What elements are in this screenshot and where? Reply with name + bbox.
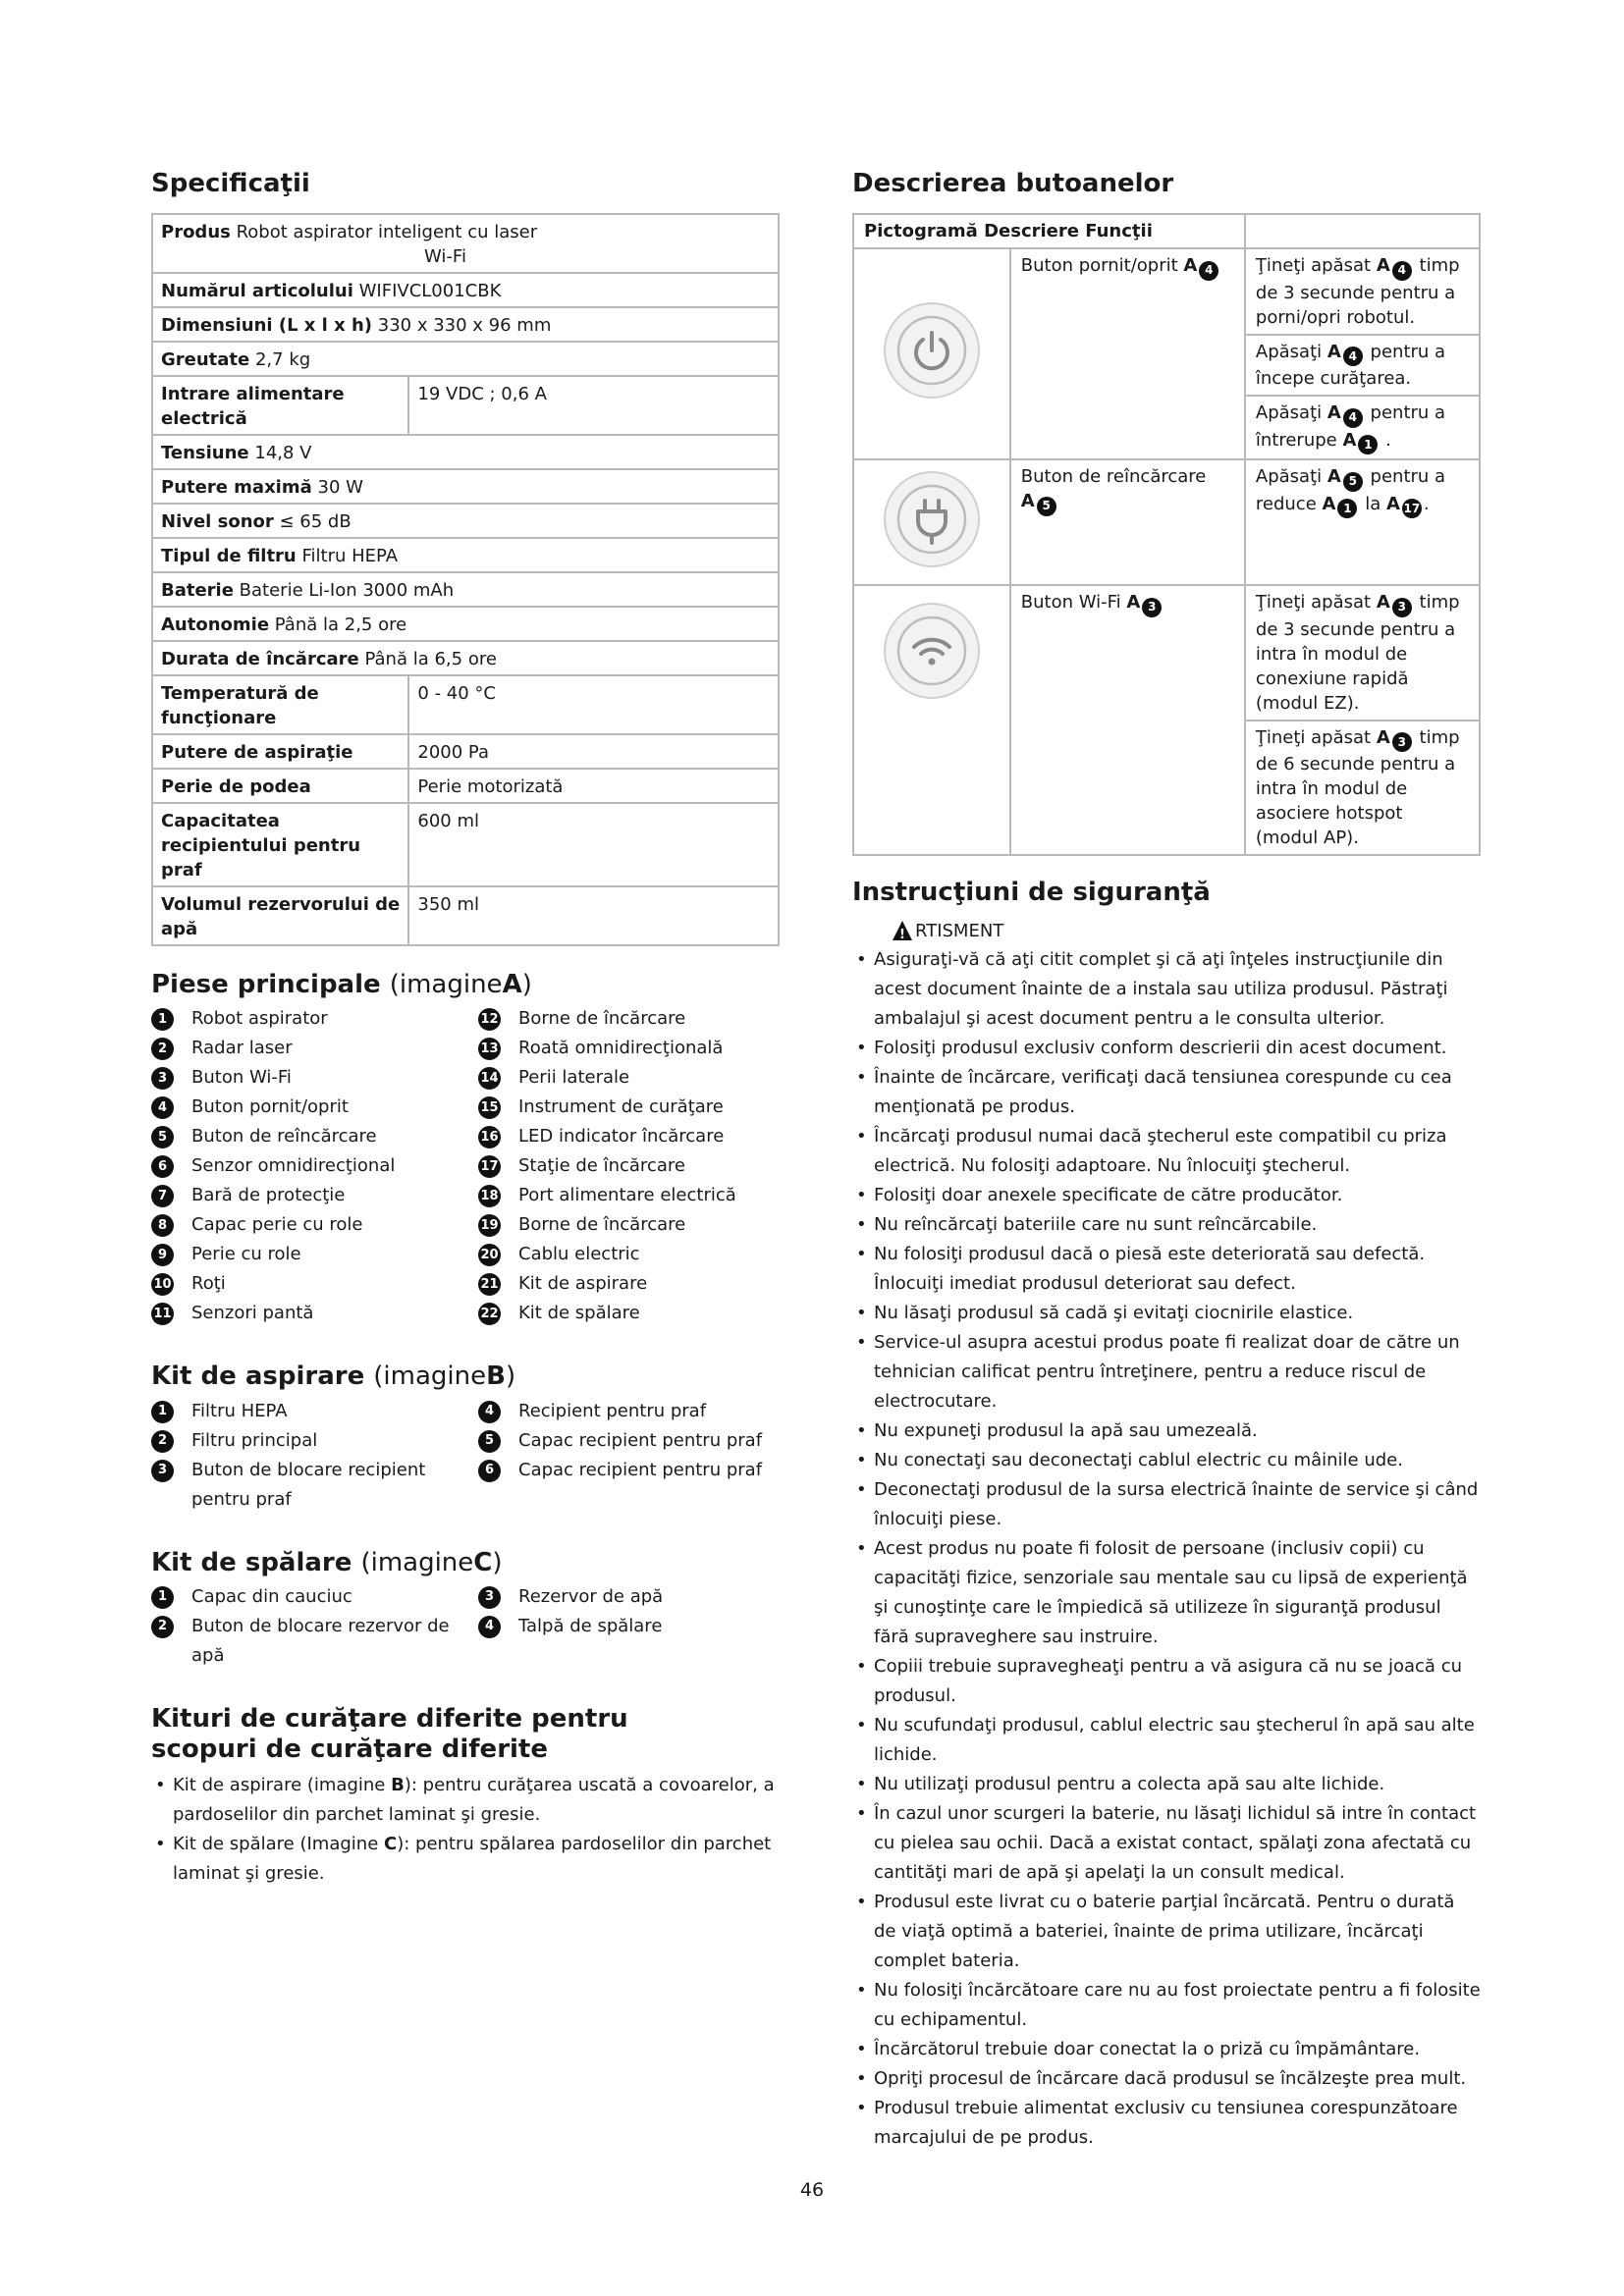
spec-merged-cell bbox=[152, 504, 779, 538]
spec-value: 2,7 kg bbox=[254, 349, 311, 371]
item-label: Perii laterale bbox=[518, 1067, 630, 1089]
safety-list-item: • În cazul unor scurgeri la baterie, nu lăsaţi lichidul să intre în contact cu pielea sau ochii. Dacă a existat contact, spălaţi zona afectată cu cantităţi mari de apă şi apelaţi la un consult medical. bbox=[852, 1799, 1481, 1888]
wash-kit-list bbox=[151, 1582, 785, 1671]
spec-row bbox=[152, 572, 779, 607]
vacuum-kit-title: Kit de aspirare (imagineB) bbox=[151, 1362, 516, 1392]
spec-label-cell bbox=[152, 803, 408, 886]
list-item bbox=[151, 1456, 478, 1515]
plug-icon-cell bbox=[853, 459, 1010, 585]
spec-merged-cell bbox=[152, 538, 779, 572]
item-number-badge: 8 bbox=[151, 1214, 174, 1237]
item-label: Borne de încărcare bbox=[518, 1214, 686, 1236]
spec-merged-cell bbox=[152, 572, 779, 607]
item-number-badge: 6 bbox=[478, 1460, 501, 1482]
item-label: Cablu electric bbox=[518, 1244, 640, 1265]
left-column bbox=[151, 169, 785, 1889]
spec-value: 350 ml bbox=[417, 894, 480, 916]
spec-label: Dimensiuni (L x l x h) bbox=[161, 315, 373, 337]
spec-merged-cell bbox=[152, 214, 779, 273]
item-label: Perie cu role bbox=[191, 1244, 301, 1265]
buttons-table bbox=[852, 213, 1481, 856]
item-label: Filtru principal bbox=[191, 1429, 318, 1451]
spec-label: Tensiune bbox=[161, 443, 249, 464]
safety-list-item: • Asiguraţi-vă că aţi citit complet şi că aţi înţeles instrucţiunile din acest document înainte de a instala sau utiliza produsul. Păstraţi ambalajul şi acest document pentru a le consulta ulterior. bbox=[852, 945, 1481, 1034]
item-label: Buton de blocare recipient pentru praf bbox=[191, 1459, 426, 1510]
item-label: Robot aspirator bbox=[191, 1008, 328, 1030]
warning-label: ! RTISMENT bbox=[892, 920, 1481, 941]
item-number-badge: 3 bbox=[151, 1460, 174, 1482]
item-label: Radar laser bbox=[191, 1038, 293, 1059]
spec-value: Robot aspirator inteligent cu laser bbox=[236, 222, 538, 243]
wash-kit-section bbox=[151, 1548, 785, 1671]
spec-merged-cell bbox=[152, 607, 779, 641]
right-column bbox=[852, 169, 1481, 2153]
spec-row bbox=[152, 641, 779, 675]
list-item bbox=[478, 1426, 792, 1456]
spec-value: Până la 6,5 ore bbox=[364, 649, 497, 670]
list-item bbox=[151, 1612, 478, 1671]
kits-section bbox=[151, 1704, 785, 1889]
power-icon bbox=[881, 299, 983, 401]
spec-value: ≤ 65 dB bbox=[279, 511, 352, 533]
recharge-button-description: Buton de reîncărcare A 5 bbox=[1010, 459, 1245, 585]
spec-row bbox=[152, 342, 779, 376]
spec-row bbox=[152, 734, 779, 769]
safety-list-item: • Nu expuneţi produsul la apă sau umezeală. bbox=[852, 1416, 1481, 1446]
item-number-badge: 3 bbox=[478, 1586, 501, 1609]
item-label: Port alimentare electrică bbox=[518, 1185, 736, 1206]
safety-list-item: • Produsul este livrat cu o baterie parţial încărcată. Pentru o durată de viaţă optimă a bateriei, înainte de prima utilizare, încărcaţi complet bateria. bbox=[852, 1888, 1481, 1976]
item-number-badge: 10 bbox=[151, 1273, 174, 1296]
spec-value: 600 ml bbox=[417, 811, 480, 832]
spec-label-cell bbox=[152, 734, 408, 769]
list-item bbox=[478, 1210, 792, 1240]
spec-value-cell bbox=[408, 803, 779, 886]
item-number-badge: 21 bbox=[478, 1273, 501, 1296]
list-item bbox=[478, 1299, 792, 1328]
item-label: Roată omnidirecţională bbox=[518, 1038, 724, 1059]
spec-row bbox=[152, 307, 779, 342]
spec-label-cell bbox=[152, 675, 408, 734]
list-item bbox=[151, 1240, 478, 1269]
spec-label: Tipul de filtru bbox=[161, 546, 297, 567]
spec-value: Baterie Li-Ion 3000 mAh bbox=[239, 580, 455, 602]
safety-list-item: • Produsul trebuie alimentat exclusiv cu tensiunea corespunzătoare marcajului de pe produs. bbox=[852, 2094, 1481, 2153]
specs-table bbox=[151, 213, 780, 946]
kits-list-item: • Kit de spălare (Imagine C): pentru spălarea pardoselilor din parchet laminat şi gresie. bbox=[151, 1830, 785, 1889]
list-item bbox=[151, 1151, 478, 1181]
list-item bbox=[151, 1181, 478, 1210]
item-label: Instrument de curăţare bbox=[518, 1096, 724, 1118]
safety-list-item: • Nu conectaţi sau deconectaţi cablul electric cu mâinile ude. bbox=[852, 1446, 1481, 1475]
spec-row bbox=[152, 504, 779, 538]
spec-row bbox=[152, 214, 779, 273]
safety-section bbox=[852, 878, 1481, 2153]
wifi-function-2: Ţineţi apăsat A 3 timp de 6 secunde pentru a intra în modul de asociere hotspot (modul AP). bbox=[1245, 721, 1480, 856]
item-number-badge: 17 bbox=[478, 1155, 501, 1178]
item-label: Senzori pantă bbox=[191, 1303, 314, 1324]
spec-label: Putere maximă bbox=[161, 477, 312, 499]
item-number-badge: 6 bbox=[151, 1155, 174, 1178]
spec-value: 19 VDC ; 0,6 A bbox=[417, 384, 547, 405]
item-number-badge: 4 bbox=[478, 1616, 501, 1638]
item-label: Talpă de spălare bbox=[518, 1615, 663, 1636]
item-label: Borne de încărcare bbox=[518, 1008, 686, 1030]
spec-value: Perie motorizată bbox=[417, 776, 564, 798]
kits-title: Kituri de curăţare diferite pentru scopuri de curăţare diferite bbox=[151, 1703, 628, 1764]
spec-row bbox=[152, 886, 779, 945]
spec-row bbox=[152, 469, 779, 504]
spec-value-cell bbox=[408, 376, 779, 435]
spec-label: Produs bbox=[161, 222, 231, 243]
main-parts-title: Piese principale (imagineA) bbox=[151, 970, 532, 1000]
spec-label-cell bbox=[152, 376, 408, 435]
item-number-badge: 5 bbox=[478, 1430, 501, 1453]
item-number-badge: 20 bbox=[478, 1244, 501, 1266]
item-label: Buton pornit/oprit bbox=[191, 1096, 349, 1118]
list-item bbox=[478, 1093, 792, 1122]
safety-list-item: • Nu utilizaţi produsul pentru a colecta apă sau alte lichide. bbox=[852, 1770, 1481, 1799]
item-number-badge: 13 bbox=[478, 1038, 501, 1060]
list-item bbox=[151, 1582, 478, 1612]
spec-value-cell bbox=[408, 886, 779, 945]
safety-list-item: • Folosiţi produsul exclusiv conform descrierii din acest document. bbox=[852, 1034, 1481, 1063]
spec-row bbox=[152, 607, 779, 641]
safety-list bbox=[852, 945, 1481, 2153]
wifi-icon bbox=[881, 600, 983, 702]
spec-label: Putere de aspiraţie bbox=[161, 742, 353, 764]
spec-label: Perie de podea bbox=[161, 776, 311, 798]
list-item bbox=[151, 1269, 478, 1299]
main-parts-list bbox=[151, 1004, 785, 1328]
item-label: Buton de reîncărcare bbox=[191, 1126, 377, 1148]
item-label: Capac perie cu role bbox=[191, 1214, 363, 1236]
list-item bbox=[151, 1397, 478, 1426]
wifi-icon-cell bbox=[853, 585, 1010, 855]
safety-list-item: • Înainte de încărcare, verificaţi dacă tensiunea corespunde cu cea menţionată pe produs. bbox=[852, 1063, 1481, 1122]
spec-value: Până la 2,5 ore bbox=[274, 614, 407, 636]
item-number-badge: 7 bbox=[151, 1185, 174, 1207]
spec-label: Temperatură de funcţionare bbox=[161, 683, 319, 729]
list-item bbox=[478, 1456, 792, 1485]
spec-merged-cell bbox=[152, 435, 779, 469]
list-item bbox=[478, 1181, 792, 1210]
item-number-badge: 18 bbox=[478, 1185, 501, 1207]
recharge-function: Apăsaţi A 5 pentru a reduce A 1 la A 17 . bbox=[1245, 459, 1480, 585]
warning-triangle-icon bbox=[892, 920, 913, 941]
kits-list bbox=[151, 1771, 785, 1889]
svg-text:!: ! bbox=[899, 928, 905, 942]
list-item bbox=[478, 1063, 792, 1093]
spec-value: Filtru HEPA bbox=[301, 546, 399, 567]
item-number-badge: 9 bbox=[151, 1244, 174, 1266]
spec-row bbox=[152, 769, 779, 803]
list-item bbox=[151, 1122, 478, 1151]
list-item bbox=[478, 1612, 792, 1641]
list-item bbox=[151, 1210, 478, 1240]
spec-label: Durata de încărcare bbox=[161, 649, 359, 670]
item-label: Kit de aspirare bbox=[518, 1273, 648, 1295]
item-number-badge: 1 bbox=[151, 1401, 174, 1423]
safety-list-item: • Încărcătorul trebuie doar conectat la o priză cu împământare. bbox=[852, 2035, 1481, 2064]
list-item bbox=[478, 1122, 792, 1151]
safety-list-item: • Service-ul asupra acestui produs poate fi realizat doar de către un tehnician calificat pentru întreţinere, pentru a reduce riscul de electrocutare. bbox=[852, 1328, 1481, 1416]
kits-list-item: • Kit de aspirare (imagine B): pentru curăţarea uscată a covoarelor, a pardoselilor din parchet laminat şi gresie. bbox=[151, 1771, 785, 1830]
spec-value: 14,8 V bbox=[254, 443, 312, 464]
list-item bbox=[478, 1397, 792, 1426]
item-number-badge: 12 bbox=[478, 1008, 501, 1031]
item-label: Bară de protecţie bbox=[191, 1185, 346, 1206]
spec-value-line2: Wi-Fi bbox=[424, 246, 466, 268]
spec-label: Baterie bbox=[161, 580, 234, 602]
spec-value-cell bbox=[408, 769, 779, 803]
buttons-table-header: Pictogramă Descriere Funcţii bbox=[853, 214, 1245, 248]
list-item bbox=[478, 1269, 792, 1299]
spec-label: Greutate bbox=[161, 349, 250, 371]
spec-value: 0 - 40 °C bbox=[417, 683, 496, 705]
safety-list-item: • Încărcaţi produsul numai dacă ştecherul este compatibil cu priza electrică. Nu folosiţi adaptoare. Nu înlocuiţi ştecherul. bbox=[852, 1122, 1481, 1181]
item-label: Capac recipient pentru praf bbox=[518, 1459, 763, 1480]
item-number-badge: 22 bbox=[478, 1303, 501, 1325]
safety-list-item: • Nu folosiţi produsul dacă o piesă este deteriorată sau defectă. Înlocuiţi imediat produsul deteriorat sau defect. bbox=[852, 1240, 1481, 1299]
spec-label: Volumul rezervorului de apă bbox=[161, 894, 401, 940]
spec-value-cell bbox=[408, 734, 779, 769]
power-button-description: Buton pornit/oprit A 4 bbox=[1010, 248, 1245, 459]
spec-value-cell bbox=[408, 675, 779, 734]
wifi-function-1: Ţineţi apăsat A 3 timp de 3 secunde pentru a intra în modul de conexiune rapidă (modul EZ). bbox=[1245, 585, 1480, 721]
spec-row bbox=[152, 435, 779, 469]
item-label: Capac recipient pentru praf bbox=[518, 1429, 763, 1451]
spec-merged-cell bbox=[152, 342, 779, 376]
item-number-badge: 2 bbox=[151, 1038, 174, 1060]
spec-value: 30 W bbox=[317, 477, 363, 499]
spec-value: 330 x 330 x 96 mm bbox=[377, 315, 552, 337]
item-number-badge: 1 bbox=[151, 1586, 174, 1609]
spec-row bbox=[152, 803, 779, 886]
spec-row bbox=[152, 675, 779, 734]
list-item bbox=[151, 1034, 478, 1063]
spec-merged-cell bbox=[152, 469, 779, 504]
power-function-1: Ţineţi apăsat A 4 timp de 3 secunde pentru a porni/opri robotul. bbox=[1245, 248, 1480, 335]
spec-merged-cell bbox=[152, 641, 779, 675]
item-label: LED indicator încărcare bbox=[518, 1126, 725, 1148]
safety-list-item: • Opriţi procesul de încărcare dacă produsul se încălzeşte prea mult. bbox=[852, 2064, 1481, 2094]
wifi-button-description: Buton Wi-Fi A 3 bbox=[1010, 585, 1245, 855]
spec-row bbox=[152, 376, 779, 435]
power-icon-cell bbox=[853, 248, 1010, 459]
safety-list-item: • Acest produs nu poate fi folosit de persoane (inclusiv copii) cu capacităţi fizice, senzoriale sau mentale sau cu lipsă de experienţă şi cunoştinţe care le împiedică să utilizeze în siguranţă produsul fără supraveghere sau instruire. bbox=[852, 1534, 1481, 1652]
safety-list-item: • Copiii trebuie supravegheaţi pentru a vă asigura că nu se joacă cu produsul. bbox=[852, 1652, 1481, 1711]
list-item bbox=[151, 1299, 478, 1328]
list-item bbox=[478, 1582, 792, 1612]
item-number-badge: 3 bbox=[151, 1067, 174, 1090]
list-item bbox=[478, 1240, 792, 1269]
spec-label: Intrare alimentare electrică bbox=[161, 384, 345, 430]
item-number-badge: 5 bbox=[151, 1126, 174, 1148]
main-parts-section bbox=[151, 970, 785, 1328]
power-function-3: Apăsaţi A 4 pentru a întrerupe A 1 . bbox=[1245, 396, 1480, 459]
spec-merged-cell bbox=[152, 273, 779, 307]
vacuum-kit-section bbox=[151, 1362, 785, 1514]
list-item bbox=[478, 1151, 792, 1181]
page-number: 46 bbox=[799, 2179, 825, 2201]
spec-row bbox=[152, 273, 779, 307]
item-number-badge: 2 bbox=[151, 1616, 174, 1638]
plug-icon bbox=[881, 468, 983, 570]
safety-list-item: • Nu reîncărcaţi bateriile care nu sunt reîncărcabile. bbox=[852, 1210, 1481, 1240]
spec-value: 2000 Pa bbox=[417, 742, 489, 764]
spec-value: WIFIVCL001CBK bbox=[358, 281, 502, 302]
item-label: Rezervor de apă bbox=[518, 1585, 664, 1607]
item-number-badge: 4 bbox=[151, 1096, 174, 1119]
safety-list-item: • Nu scufundaţi produsul, cablul electric sau ştecherul în apă sau alte lichide. bbox=[852, 1711, 1481, 1770]
item-number-badge: 11 bbox=[151, 1303, 174, 1325]
safety-list-item: • Deconectaţi produsul de la sursa electrică înainte de service şi când înlocuiţi piese. bbox=[852, 1475, 1481, 1534]
item-number-badge: 15 bbox=[478, 1096, 501, 1119]
item-label: Senzor omnidirecţional bbox=[191, 1155, 396, 1177]
wash-kit-title: Kit de spălare (imagineC) bbox=[151, 1547, 503, 1577]
item-label: Kit de spălare bbox=[518, 1303, 640, 1324]
item-label: Staţie de încărcare bbox=[518, 1155, 685, 1177]
list-item bbox=[478, 1034, 792, 1063]
spec-label: Numărul articolului bbox=[161, 281, 353, 302]
item-label: Capac din cauciuc bbox=[191, 1585, 352, 1607]
safety-list-item: • Nu lăsaţi produsul să cadă şi evitaţi ciocnirile elastice. bbox=[852, 1299, 1481, 1328]
spec-label: Capacitatea recipientului pentru praf bbox=[161, 811, 361, 881]
spec-label-cell bbox=[152, 886, 408, 945]
buttons-title: Descrierea butoanelor bbox=[852, 169, 1174, 198]
item-number-badge: 4 bbox=[478, 1401, 501, 1423]
spec-label-cell bbox=[152, 769, 408, 803]
spec-merged-cell bbox=[152, 307, 779, 342]
list-item bbox=[151, 1063, 478, 1093]
spec-label: Autonomie bbox=[161, 614, 270, 636]
item-label: Buton de blocare rezervor de apă bbox=[191, 1615, 450, 1666]
safety-list-item: • Folosiţi doar anexele specificate de către producător. bbox=[852, 1181, 1481, 1210]
safety-title: Instrucţiuni de siguranţă bbox=[852, 878, 1211, 908]
specs-title: Specificaţii bbox=[151, 169, 310, 198]
list-item bbox=[151, 1093, 478, 1122]
list-item bbox=[151, 1004, 478, 1034]
item-label: Recipient pentru praf bbox=[518, 1400, 707, 1421]
item-number-badge: 1 bbox=[151, 1008, 174, 1031]
item-number-badge: 2 bbox=[151, 1430, 174, 1453]
item-number-badge: 16 bbox=[478, 1126, 501, 1148]
item-label: Filtru HEPA bbox=[191, 1400, 288, 1421]
safety-list-item: • Nu folosiţi încărcătoare care nu au fost proiectate pentru a fi folosite cu echipamentul. bbox=[852, 1976, 1481, 2035]
list-item bbox=[151, 1426, 478, 1456]
item-label: Buton Wi-Fi bbox=[191, 1067, 292, 1089]
list-item bbox=[478, 1004, 792, 1034]
spec-row bbox=[152, 538, 779, 572]
item-label: Roţi bbox=[191, 1273, 226, 1295]
item-number-badge: 14 bbox=[478, 1067, 501, 1090]
item-number-badge: 19 bbox=[478, 1214, 501, 1237]
vacuum-kit-list bbox=[151, 1397, 785, 1515]
power-function-2: Apăsaţi A 4 pentru a începe curăţarea. bbox=[1245, 335, 1480, 397]
spec-label: Nivel sonor bbox=[161, 511, 274, 533]
